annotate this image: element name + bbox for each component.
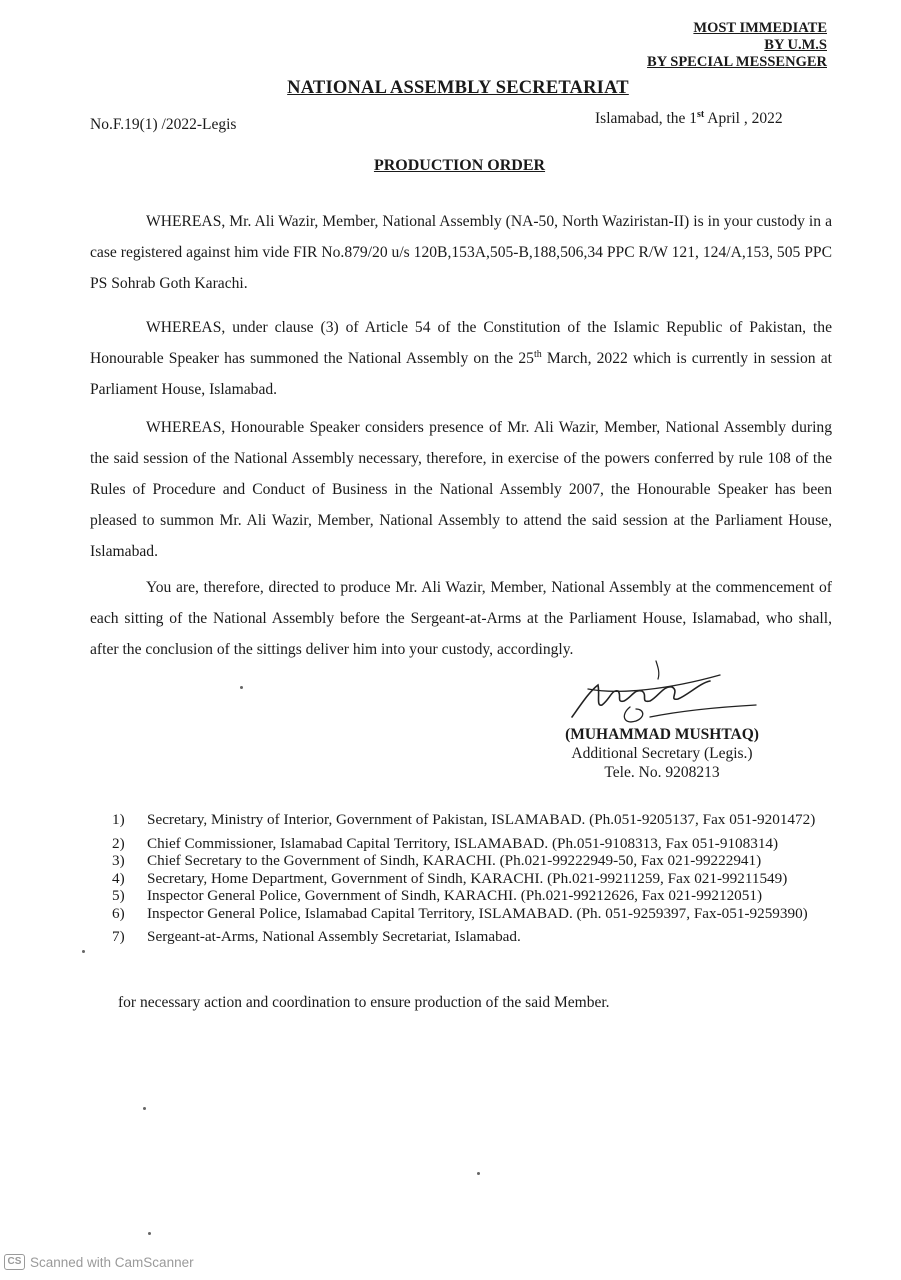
recipient-text: Sergeant-at-Arms, National Assembly Secretariat, Islamabad. — [147, 928, 521, 945]
paragraph-text: WHEREAS, under clause (3) of Article 54 of the Constitution of the Islamic Republic of Pakistan, the Honourable Speaker has summoned the National Assembly on the 25 — [90, 319, 832, 367]
date-prefix: Islamabad, the 1 — [595, 110, 698, 128]
recipient-text: Inspector General Police, Government of Sindh, KARACHI. (Ph.021-99212626, Fax 021-99212051) — [147, 887, 763, 904]
date-suffix: April , 2022 — [704, 110, 783, 128]
ordinal-suffix: th — [533, 348, 542, 360]
paragraph-speaker-order: WHEREAS, Honourable Speaker considers presence of Mr. Ali Wazir, Member, National Assembly during the said session of the National Assembly necessary, therefore, in exercise of the powers conferred by rule 108 of the Rules of Procedure and Conduct of Business in the National Assembly 2007, the Honourable Speaker has been pleased to summon Mr. Ali Wazir, Member, National Assembly to attend the said session at the Parliament House, Islamabad. — [90, 419, 832, 560]
list-number: 1) — [112, 811, 125, 828]
paragraph-summons — [90, 312, 832, 405]
recipient-text: Chief Secretary to the Government of Sindh, KARACHI. (Ph.021-99222949-50, Fax 021-99222941) — [147, 852, 762, 869]
closing-line: for necessary action and coordination to ensure production of the said Member. — [118, 994, 610, 1011]
signatory-block — [532, 725, 792, 782]
signatory-name: (MUHAMMAD MUSHTAQ) — [565, 726, 759, 743]
list-number: 2) — [112, 834, 125, 852]
list-item — [112, 852, 842, 870]
paragraph-custody: WHEREAS, Mr. Ali Wazir, Member, National Assembly (NA-50, North Waziristan-II) is in your custody in a case registered against him vide FIR No.879/20 u/s 120B,153A,505-B,188,506,34 PPC R/W 121, 124/A,153, 505 PPC PS Sohrab Goth Karachi. — [90, 213, 832, 292]
list-item — [112, 928, 842, 946]
list-item — [112, 870, 842, 888]
urgency-line: BY SPECIAL MESSENGER — [647, 54, 827, 70]
list-number: 7) — [112, 928, 125, 945]
paragraph-directive: You are, therefore, directed to produce Mr. Ali Wazir, Member, National Assembly at the commencement of each sitting of the National Assembly before the Sergeant-at-Arms at the Parliament House, Islamabad, who shall, after the conclusion of the sittings deliver him into your custody, accordingly. — [90, 579, 832, 658]
camscanner-logo-icon: CS — [4, 1254, 25, 1270]
list-item — [112, 811, 842, 829]
list-number: 3) — [112, 852, 125, 869]
signatory-designation: Additional Secretary (Legis.) — [571, 745, 753, 762]
date-line — [595, 109, 783, 128]
list-number: 5) — [112, 887, 125, 904]
watermark-text: Scanned with CamScanner — [30, 1254, 194, 1270]
order-title: PRODUCTION ORDER — [373, 157, 546, 174]
organization-title: NATIONAL ASSEMBLY SECRETARIAT — [287, 78, 629, 98]
recipient-text: Secretary, Home Department, Government of Sindh, KARACHI. (Ph.021-99211259, Fax 021-99211549) — [147, 869, 788, 887]
recipient-list — [112, 811, 842, 946]
paragraph-text: March, 2022 which is currently in session at Parliament House, Islamabad. — [90, 350, 832, 398]
urgency-line: BY U.M.S — [764, 37, 827, 53]
urgency-markings — [647, 20, 827, 71]
list-item — [112, 887, 842, 905]
scan-speck — [143, 1107, 146, 1110]
signatory-phone: Tele. No. 9208213 — [604, 764, 720, 781]
list-number: 6) — [112, 904, 125, 922]
scan-speck — [82, 950, 85, 953]
date-ordinal: st — [697, 109, 705, 120]
scan-speck — [240, 686, 243, 689]
recipient-text: Secretary, Ministry of Interior, Government of Pakistan, ISLAMABAD. (Ph.051-9205137, Fax 051-9201472) — [147, 811, 816, 828]
handwritten-signature — [560, 655, 760, 730]
recipient-text: Inspector General Police, Islamabad Capital Territory, ISLAMABAD. (Ph. 051-9259397, Fax-051-9259390) — [147, 904, 808, 922]
recipient-text: Chief Commissioner, Islamabad Capital Territory, ISLAMABAD. (Ph.051-9108313, Fax 051-9108314) — [147, 834, 779, 852]
list-number: 4) — [112, 869, 125, 887]
list-item — [112, 905, 842, 923]
scan-speck — [477, 1172, 480, 1175]
urgency-line: MOST IMMEDIATE — [693, 20, 827, 36]
scanner-watermark — [4, 1254, 194, 1270]
scan-speck — [148, 1232, 151, 1235]
reference-number: No.F.19(1) /2022-Legis — [90, 116, 237, 133]
list-item — [112, 835, 842, 853]
